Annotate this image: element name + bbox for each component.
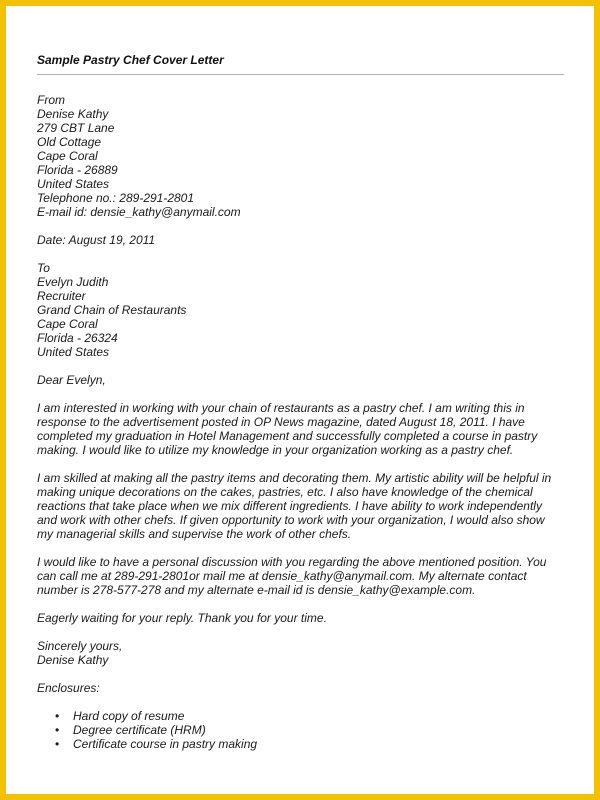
paragraph-line: completed my graduation in Hotel Management and successfully completed a course in pastry xyxy=(37,429,538,443)
recipient-block xyxy=(37,261,567,359)
enclosures-heading-block xyxy=(37,681,567,695)
date-line xyxy=(37,233,567,247)
paragraph-line: reactions that take place when we mix different ingredients. I have ability to work independently xyxy=(37,499,542,513)
sender-address-line-2: Old Cottage xyxy=(37,135,102,149)
letter-date: Date: August 19, 2011 xyxy=(37,233,156,247)
letter-body xyxy=(37,93,567,751)
enclosures-list xyxy=(37,709,567,751)
list-item: • Hard copy of resume xyxy=(73,709,567,723)
paragraph-line: I would like to have a personal discussion with you regarding the above mentioned position. You xyxy=(37,555,547,569)
paragraph-line: making unique decorations on the cakes, pastries, etc. I also have knowledge of the chemical xyxy=(37,485,533,499)
sender-label: From xyxy=(37,93,65,107)
paragraph-1 xyxy=(37,401,567,457)
paragraph-line: I am interested in working with your chain of restaurants as a pastry chef. I am writing this in xyxy=(37,401,525,415)
recipient-state-zip: Florida - 26324 xyxy=(37,331,118,345)
paragraph-4 xyxy=(37,611,567,625)
paragraph-line: my managerial skills and supervise the work of other chefs. xyxy=(37,527,352,541)
sender-name: Denise Kathy xyxy=(37,107,109,121)
recipient-title: Recruiter xyxy=(37,289,86,303)
list-item: • Certificate course in pastry making xyxy=(73,737,567,751)
valediction: Sincerely yours, xyxy=(37,639,123,653)
sender-email: E-mail id: densie_kathy@anymail.com xyxy=(37,205,241,219)
closing-block xyxy=(37,639,567,667)
recipient-company: Grand Chain of Restaurants xyxy=(37,303,187,317)
paragraph-line: Eagerly waiting for your reply. Thank you for your time. xyxy=(37,611,327,625)
paragraph-2 xyxy=(37,471,567,541)
recipient-label: To xyxy=(37,261,50,275)
signature-name: Denise Kathy xyxy=(37,653,109,667)
paragraph-line: making. I would like to utilize my knowledge in your organization working as a pastry chef. xyxy=(37,443,514,457)
sender-address-line-1: 279 CBT Lane xyxy=(37,121,115,135)
paragraph-line: response to the advertisement posted in OP News magazine, dated August 18, 2011. I have xyxy=(37,415,525,429)
sender-state-zip: Florida - 26889 xyxy=(37,163,118,177)
letter-page xyxy=(6,6,594,794)
paragraph-line: and work with other chefs. If given opportunity to work with your organization, I would also show xyxy=(37,513,545,527)
title-divider xyxy=(37,74,564,75)
sender-block xyxy=(37,93,567,219)
paragraph-3 xyxy=(37,555,567,597)
paragraph-line: I am skilled at making all the pastry items and decorating them. My artistic ability will be helpful in xyxy=(37,471,552,485)
sender-city: Cape Coral xyxy=(37,149,98,163)
sender-telephone: Telephone no.: 289-291-2801 xyxy=(37,191,195,205)
paragraph-line: number is 278-577-278 and my alternate e-mail id is densie_kathy@example.com. xyxy=(37,583,476,597)
list-item: • Degree certificate (HRM) xyxy=(73,723,567,737)
recipient-city: Cape Coral xyxy=(37,317,98,331)
salutation xyxy=(37,373,567,387)
document-title: Sample Pastry Chef Cover Letter xyxy=(37,53,224,67)
recipient-country: United States xyxy=(37,345,110,359)
paragraph-line: can call me at 289-291-2801or mail me at densie_kathy@anymail.com. My alternate contact xyxy=(37,569,527,583)
sender-country: United States xyxy=(37,177,110,191)
enclosures-label: Enclosures: xyxy=(37,681,100,695)
salutation-text: Dear Evelyn, xyxy=(37,373,106,387)
recipient-name: Evelyn Judith xyxy=(37,275,109,289)
